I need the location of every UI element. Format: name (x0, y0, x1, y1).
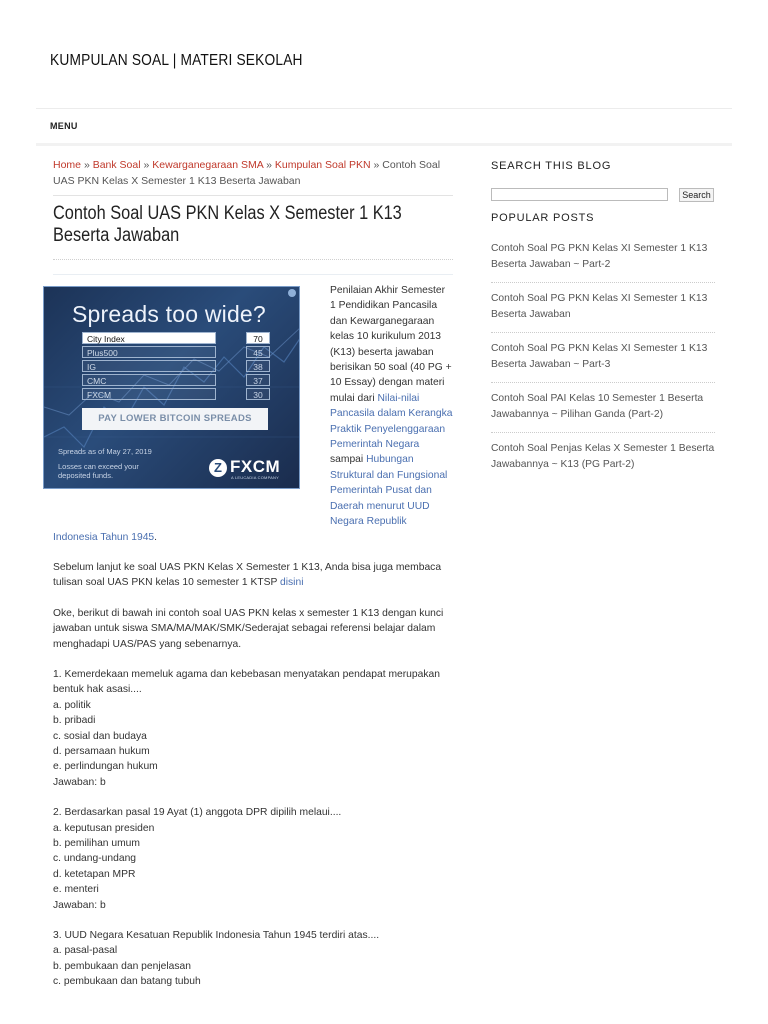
popular-posts-list (491, 241, 715, 482)
answer-option: b. pribadi (53, 715, 96, 727)
ad-spread-row (82, 388, 270, 401)
intro-text-mid: sampai (330, 454, 367, 466)
answer-option: c. undang-undang (53, 853, 137, 865)
post-title: Contoh Soal UAS PKN Kelas X Semester 1 K13 Beserta Jawaban (53, 203, 402, 246)
fxcm-logo (209, 457, 287, 483)
breadcrumb-separator: » (143, 159, 150, 171)
answer-key: Jawaban: b (53, 899, 106, 911)
popular-post-link[interactable]: Contoh Soal PG PKN Kelas XI Semester 1 K13 Beserta Jawaban ~ Part-2 (491, 241, 715, 283)
answer-option: e. menteri (53, 884, 99, 896)
fxcm-logo-subtitle: A LEUCADIA COMPANY (231, 475, 279, 480)
ad-spread-value: 37 (246, 374, 270, 386)
ad-spread-row (82, 346, 270, 359)
answer-option: a. pasal-pasal (53, 945, 118, 957)
ad-spread-value: 45 (246, 346, 270, 358)
paragraph-ktsp (53, 560, 453, 591)
popular-post-link[interactable]: Contoh Soal Penjas Kelas X Semester 1 Beserta Jawabannya ~ K13 (PG Part-2) (491, 443, 715, 470)
link-disini[interactable]: disini (280, 577, 304, 589)
question-text: 2. Berdasarkan pasal 19 Ayat (1) anggota DPR dipilih melaui.... (53, 807, 342, 819)
menu-button[interactable]: MENU (50, 121, 78, 131)
ad-spread-table (82, 332, 270, 402)
intro-link-nilai-pancasila[interactable]: Nilai-nilai Pancasila dalam Kerangka Praktik Penyelenggaraan Pemerintah Negara (330, 392, 453, 451)
breadcrumb-separator: » (373, 159, 380, 171)
ad-broker-name: IG (82, 360, 216, 372)
answer-option: d. persamaan hukum (53, 745, 150, 757)
question-list (53, 667, 453, 990)
search-form (491, 188, 715, 202)
ad-spread-value: 38 (246, 360, 270, 372)
paragraph-ktsp-text: Sebelum lanjut ke soal UAS PKN Kelas X Semester 1 K13, Anda bisa juga membaca tulisan soal UAS PKN kelas 10 semester 1 KTSP (53, 561, 442, 589)
fxcm-logo-text: FXCM (230, 457, 281, 476)
ad-spread-value: 70 (246, 332, 270, 344)
fxcm-logo-mark-icon: Z (209, 459, 227, 477)
breadcrumb-divider (53, 195, 453, 196)
question-block (53, 805, 453, 913)
answer-key: Jawaban: b (53, 776, 106, 788)
answer-option: a. politik (53, 699, 91, 711)
search-widget-title: SEARCH THIS BLOG (491, 160, 612, 172)
answer-option: b. pemilihan umum (53, 838, 140, 849)
intro-text-end: . (154, 531, 158, 543)
answer-option: e. perlindungan hukum (53, 761, 158, 773)
answer-option: c. sosial dan budaya (53, 730, 147, 742)
ad-info-icon[interactable] (288, 289, 296, 297)
question-block (53, 667, 453, 790)
intro-text: Penilaian Akhir Semester 1 Pendidikan Pancasila dan Kewarganegaraan kelas 10 kurikulum 2013 (K13) beserta jawaban berisikan 50 soal (40 PG + 10 Essay) dengan materi mulai dari (330, 285, 452, 404)
answer-option: c. pembukaan dan batang tubuh (53, 976, 201, 988)
ad-broker-name: Plus500 (82, 346, 216, 358)
paragraph-intro-questions: Oke, berikut di bawah ini contoh soal UAS PKN kelas x semester 1 K13 dengan kunci jawaban untuk siswa SMA/MA/MAK/SMK/Sederajat sebagai referensi belajar dalam menghadapi UAS/PAS yang sebenarnya. (53, 607, 444, 650)
ad-headline: Spreads too wide? (72, 301, 266, 327)
ad-spread-row (82, 360, 270, 373)
popular-post-link[interactable]: Contoh Soal PG PKN Kelas XI Semester 1 K13 Beserta Jawaban ~ Part-3 (491, 341, 715, 383)
ad-disclaimer: Losses can exceed your deposited funds. (58, 462, 139, 480)
answer-option: a. keputusan presiden (53, 822, 155, 834)
answer-option: b. pembukaan dan penjelasan (53, 960, 191, 972)
popular-post-link[interactable]: Contoh Soal PG PKN Kelas XI Semester 1 K13 Beserta Jawaban (491, 291, 715, 333)
breadcrumb-kumpulan-soal-pkn[interactable]: Kumpulan Soal PKN (274, 159, 371, 171)
search-button[interactable]: Search (679, 188, 714, 202)
question-text: 3. UUD Negara Kesatuan Republik Indonesia Tahun 1945 terdiri atas.... (53, 930, 380, 942)
ad-broker-name: City Index (82, 332, 216, 344)
ad-broker-name: FXCM (82, 388, 216, 400)
intro-link-hubungan-struktural[interactable]: Hubungan Struktural dan Fungsional Pemerintah Pusat dan Daerah menurut UUD Negara Republik Indonesia Tahun 1945 (53, 454, 448, 543)
title-divider (53, 259, 453, 260)
menu-bar (36, 109, 732, 146)
question-block (53, 928, 453, 990)
breadcrumb-bank-soal[interactable]: Bank Soal (92, 159, 141, 171)
breadcrumb-current: Contoh Soal UAS PKN Kelas X Semester 1 K13 Beserta Jawaban (53, 159, 441, 187)
ad-broker-name: CMC (82, 374, 216, 386)
popular-post-link[interactable]: Contoh Soal PAI Kelas 10 Semester 1 Beserta Jawabannya ~ Pilihan Ganda (Part-2) (491, 391, 715, 433)
sidebar (491, 160, 715, 490)
ad-spread-row (82, 374, 270, 387)
breadcrumb (53, 157, 453, 189)
advertisement[interactable] (43, 286, 300, 489)
search-input[interactable] (491, 188, 668, 201)
breadcrumb-home[interactable]: Home (53, 159, 82, 171)
ad-note: Spreads as of May 27, 2019 (58, 447, 152, 456)
ad-spread-row (82, 332, 270, 345)
ad-spread-value: 30 (246, 388, 270, 400)
popular-posts-title: POPULAR POSTS (491, 212, 595, 224)
question-text: 1. Kemerdekaan memeluk agama dan kebebasan menyatakan pendapat merupakan bentuk hak asasi.... (53, 668, 440, 696)
site-title[interactable]: KUMPULAN SOAL | MATERI SEKOLAH (50, 52, 303, 69)
breadcrumb-kewarganegaraan[interactable]: Kewarganegaraan SMA (152, 159, 264, 171)
breadcrumb-separator: » (266, 159, 272, 171)
answer-option: d. ketetapan MPR (53, 868, 136, 880)
title-divider-secondary (53, 274, 453, 275)
ad-cta-button[interactable]: PAY LOWER BITCOIN SPREADS (82, 408, 268, 430)
breadcrumb-separator: » (83, 159, 90, 171)
